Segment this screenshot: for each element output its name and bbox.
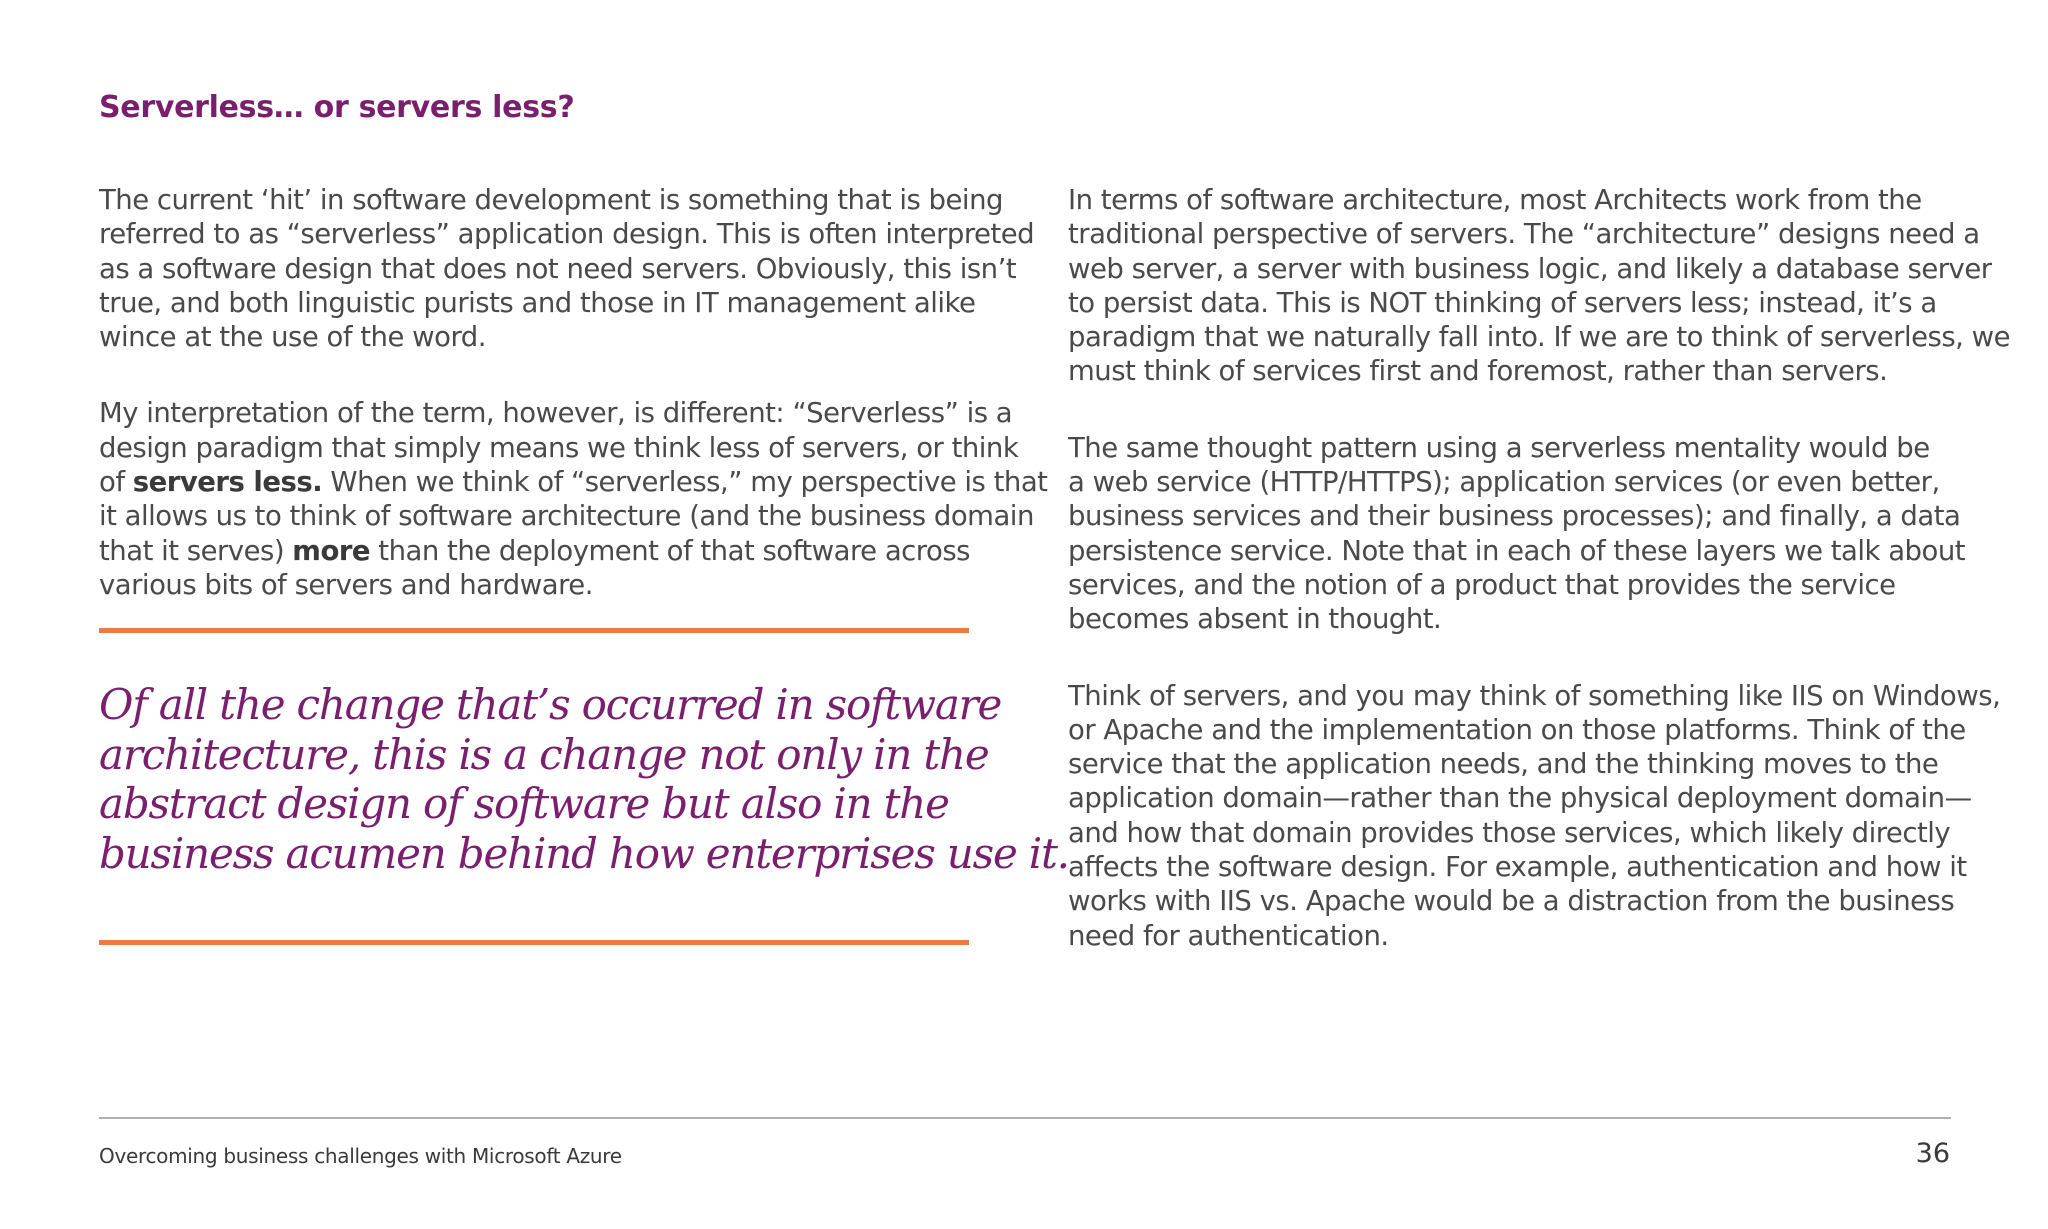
text-line: services, and the notion of a product that provides the service xyxy=(1068,568,1896,601)
text-line: traditional perspective of servers. The “architecture” designs need a xyxy=(1068,218,1980,251)
right-paragraph-2 xyxy=(1068,431,1968,637)
text-line: In terms of software architecture, most Architects work from the xyxy=(1068,184,1922,216)
left-paragraph-1 xyxy=(99,183,1035,354)
text-line: The current ‘hit’ in software development is something that is being xyxy=(99,184,1003,216)
text-line: affects the software design. For example, authentication and how it xyxy=(1068,851,1967,884)
page-title: Serverless… or servers less? xyxy=(99,90,575,125)
quote-line: business acumen behind how enterprises use it. xyxy=(99,828,1069,878)
text-line: a web service (HTTP/HTTPS); application services (or even better, xyxy=(1068,466,1940,499)
footer-document-title: Overcoming business challenges with Microsoft Azure xyxy=(99,1144,622,1168)
text-line: business services and their business processes); and finally, a data xyxy=(1068,500,1961,533)
text-segment: When we think of “serverless,” my perspective is that xyxy=(322,466,1048,499)
text-line: true, and both linguistic purists and those in IT management alike xyxy=(99,286,976,319)
text-line xyxy=(99,534,999,568)
text-line: need for authentication. xyxy=(1068,919,1389,952)
text-line: must think of services first and foremost, rather than servers. xyxy=(1068,355,1888,388)
quote-line: abstract design of software but also in the xyxy=(99,779,949,828)
emphasis-servers-less: servers less. xyxy=(132,466,323,499)
left-column xyxy=(99,183,1048,602)
text-line: persistence service. Note that in each of these layers we talk about xyxy=(1068,534,1966,567)
text-line: works with IIS vs. Apache would be a distraction from the business xyxy=(1068,885,1955,918)
text-line: or Apache and the implementation on those platforms. Think of the xyxy=(1068,713,1966,746)
text-line: as a software design that does not need servers. Obviously, this isn’t xyxy=(99,252,1017,285)
text-line: referred to as “serverless” application design. This is often interpreted xyxy=(99,218,1035,251)
right-paragraph-3 xyxy=(1068,679,2001,953)
pull-quote xyxy=(99,680,1069,878)
text-line: wince at the use of the word. xyxy=(99,321,486,354)
text-line: it allows us to think of software architecture (and the business domain xyxy=(99,500,1034,533)
footer-divider xyxy=(99,1117,1951,1119)
text-line: various bits of servers and hardware. xyxy=(99,568,593,601)
text-segment: that it serves) xyxy=(99,534,293,567)
text-line: and how that domain provides those services, which likely directly xyxy=(1068,816,1951,849)
emphasis-more: more xyxy=(292,534,371,567)
right-column xyxy=(1068,183,2011,953)
text-line: My interpretation of the term, however, is different: “Serverless” is a xyxy=(99,397,1013,430)
text-line: service that the application needs, and the thinking moves to the xyxy=(1068,748,1939,781)
text-line: Think of servers, and you may think of something like IIS on Windows, xyxy=(1068,679,2001,712)
quote-line: Of all the change that’s occurred in software xyxy=(99,680,1002,729)
text-segment: of xyxy=(99,466,133,499)
text-line: design paradigm that simply means we think less of servers, or think xyxy=(99,431,1019,464)
text-line: application domain—rather than the physical deployment domain— xyxy=(1068,782,1972,815)
text-line: web server, a server with business logic, and likely a database server xyxy=(1068,252,1992,285)
text-segment: than the deployment of that software across xyxy=(370,534,970,567)
page-number: 36 xyxy=(1915,1138,1950,1169)
text-line: becomes absent in thought. xyxy=(1068,603,1442,636)
pull-quote-top-divider xyxy=(99,628,969,633)
left-paragraph-2 xyxy=(99,396,1048,602)
right-paragraph-1 xyxy=(1068,183,2011,389)
text-line: paradigm that we naturally fall into. If we are to think of serverless, we xyxy=(1068,321,2011,354)
text-line xyxy=(99,465,1048,499)
text-line: to persist data. This is NOT thinking of servers less; instead, it’s a xyxy=(1068,286,1937,319)
quote-line: architecture, this is a change not only in the xyxy=(99,729,989,779)
pull-quote-bottom-divider xyxy=(99,940,969,945)
text-line: The same thought pattern using a serverless mentality would be xyxy=(1068,431,1930,464)
